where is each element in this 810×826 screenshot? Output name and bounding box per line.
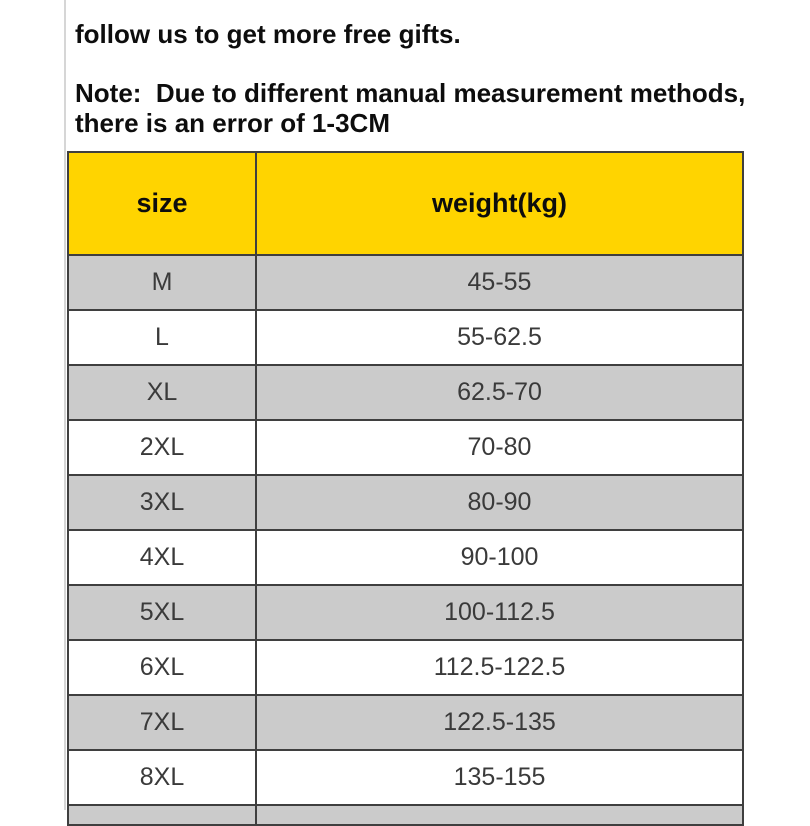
weight-cell: 112.5-122.5 [433, 653, 566, 681]
size-cell: 7XL [69, 696, 257, 749]
content-area [67, 0, 744, 826]
table-row [69, 749, 742, 804]
table-header-row [69, 153, 742, 254]
size-cell: 2XL [69, 421, 257, 474]
weight-cell: 100-112.5 [444, 598, 555, 626]
table-row [69, 474, 742, 529]
weight-cell: 62.5-70 [457, 378, 542, 406]
table-row [69, 364, 742, 419]
weight-cell: 90-100 [460, 543, 539, 571]
page-left-divider [64, 0, 66, 810]
note-text: Note: Due to different manual measurement methods, there is an error of 1-3CM [75, 78, 746, 138]
weight-cell: 70-80 [467, 433, 532, 461]
size-cell: 8XL [69, 751, 257, 804]
table-row [69, 254, 742, 309]
weight-cell: 122.5-135 [443, 708, 556, 736]
table-row [69, 639, 742, 694]
table-row [69, 694, 742, 749]
table-row [69, 309, 742, 364]
weight-cell: 80-90 [467, 488, 532, 516]
table-row [69, 584, 742, 639]
size-cell: 6XL [69, 641, 257, 694]
size-cell: XL [69, 366, 257, 419]
size-cell: 4XL [69, 531, 257, 584]
size-chart-table [67, 151, 744, 826]
size-cell: 5XL [69, 586, 257, 639]
weight-cell: 45-55 [467, 268, 532, 296]
weight-column-header: weight(kg) [432, 188, 567, 218]
weight-cell: 135-155 [453, 763, 546, 791]
weight-cell [257, 806, 742, 824]
size-cell: 3XL [69, 476, 257, 529]
table-row [69, 529, 742, 584]
weight-cell: 55-62.5 [457, 323, 542, 351]
size-cell: M [69, 256, 257, 309]
size-cell [69, 806, 257, 824]
size-column-header: size [69, 153, 257, 254]
size-cell: L [69, 311, 257, 364]
table-row-cutoff [69, 804, 742, 824]
table-row [69, 419, 742, 474]
intro-text: follow us to get more free gifts. [75, 19, 461, 49]
